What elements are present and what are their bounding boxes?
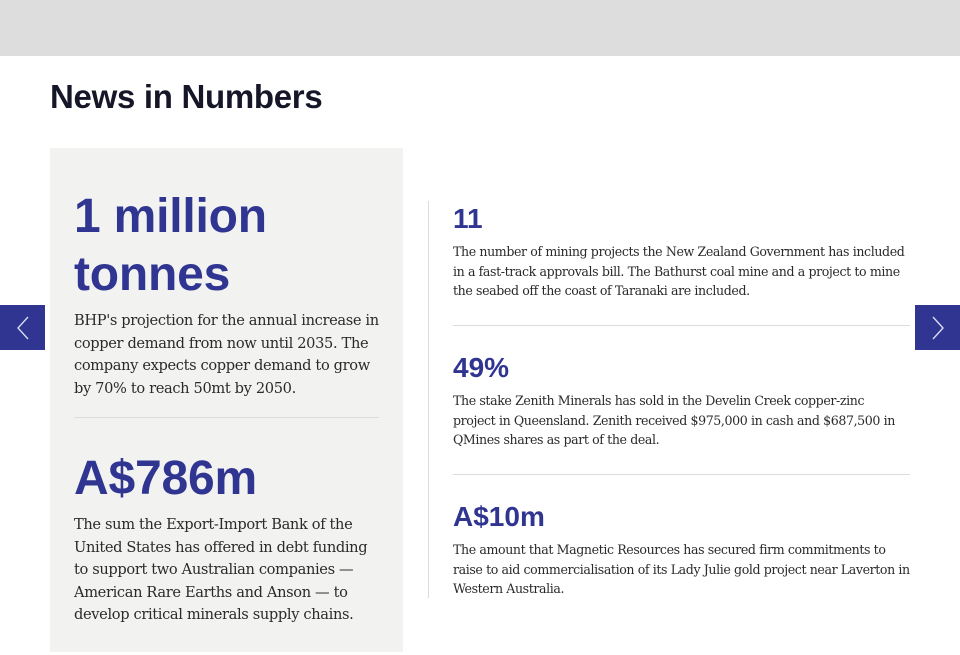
chevron-left-icon bbox=[16, 316, 30, 340]
stat-item bbox=[453, 351, 910, 450]
section-title: News in Numbers bbox=[50, 78, 323, 115]
chevron-right-icon bbox=[931, 316, 945, 340]
stat-description: The stake Zenith Minerals has sold in the Develin Creek copper-zinc project in Queensland. Zenith received $975,000 in cash and $687,500 in QMines shares as part of the deal. bbox=[453, 393, 895, 448]
vertical-divider bbox=[428, 201, 429, 598]
featured-card bbox=[50, 148, 403, 652]
divider bbox=[453, 474, 910, 475]
carousel-prev-button[interactable] bbox=[0, 305, 45, 350]
featured-stat bbox=[74, 188, 380, 400]
stat-description: BHP's projection for the annual increase in copper demand from now until 2035. The company expects copper demand to grow by 70% to reach 50mt by 2050. bbox=[74, 312, 379, 397]
divider bbox=[453, 325, 910, 326]
stat-figure: 1 million tonnes bbox=[74, 190, 267, 301]
stat-figure: A$10m bbox=[453, 501, 545, 532]
stat-description: The sum the Export-Import Bank of the United States has offered in debt funding to support two Australian companies — American Rare Earths and Anson — to develop critical minerals supply chains. bbox=[74, 516, 368, 623]
stat-item bbox=[453, 500, 910, 599]
stat-description: The number of mining projects the New Zealand Government has included in a fast-track approvals bill. The Bathurst coal mine and a project to mine the seabed off the coast of Taranaki are included. bbox=[453, 244, 905, 299]
featured-stat bbox=[74, 450, 380, 627]
stat-figure: A$786m bbox=[74, 452, 257, 505]
stat-figure: 49% bbox=[453, 352, 510, 383]
divider bbox=[74, 417, 379, 418]
carousel-next-button[interactable] bbox=[915, 305, 960, 350]
top-banner-bar bbox=[0, 0, 960, 56]
stat-figure: 11 bbox=[453, 203, 483, 234]
stat-item bbox=[453, 202, 910, 301]
stat-description: The amount that Magnetic Resources has secured firm commitments to raise to aid commercialisation of its Lady Julie gold project near Laverton in Western Australia. bbox=[453, 542, 910, 597]
